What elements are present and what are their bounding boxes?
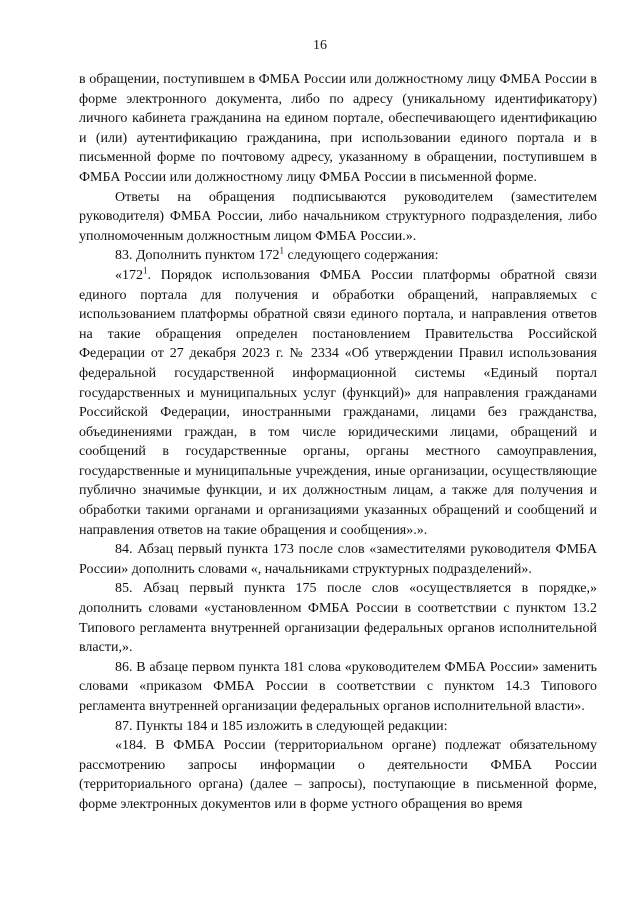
paragraph-responses-signing: Ответы на обращения подписываются руководителем (заместителем руководителя) ФМБА России, либо начальником структурного подразделения, либо уполномоченным должностным лицом ФМБА России.». (79, 189, 597, 244)
item-83-text-end: следующего содержания: (283, 248, 439, 264)
paragraph-item-172-1 (79, 266, 597, 540)
page-number: 16 (313, 38, 327, 53)
paragraph-item-83 (79, 246, 597, 266)
item-83-text: 83. Дополнить пунктом 172 (115, 248, 280, 264)
item-172-1-text: «172 (115, 267, 143, 283)
paragraph-item-84: 84. Абзац первый пункта 173 после слов «заместителями руководителя ФМБА России» дополнить словами «, начальниками структурных подразделений». (79, 542, 597, 577)
paragraph-item-87: 87. Пункты 184 и 185 изложить в следующей редакции: (115, 718, 448, 734)
paragraph-item-85: 85. Абзац первый пункта 175 после слов «осуществляется в порядке,» дополнить словами «установленном ФМБА России в соответствии с пунктом 13.2 Типового регламента внутренней организации федеральных органов исполнительной власти,». (79, 581, 597, 656)
item-172-1-text-body: . Порядок использования ФМБА России платформы обратной связи единого портала для получения и обработки обращений, направляемых с использованием платформы обратной связи единого портала, и направления ответов на такие обращения определен постановлением Правительства Российской Федерации от 27 декабря 2023 г. № 2334 «Об утверждении Правил использования федеральной государственной информационной системы «Единый портал государственных и муниципальных услуг (функций)» для направления гражданами Российской Федерации, иностранными гражданами, лицами без гражданства, объединениями граждан, в том числе юридическими лицами, обращений и сообщений в государственные органы, органы местного самоуправления, государственные и муниципальные учреждения, иные организации, осуществляющие публично значимые функции, и их должностным лицам, а также для получения и обработки такими органами и организациями указанных обращений и сообщений и направления ответов на такие обращения и сообщения».». (79, 267, 597, 538)
item-83-superscript: 1 (279, 245, 284, 256)
item-172-1-superscript: 1 (143, 265, 148, 276)
paragraph-item-86: 86. В абзаце первом пункта 181 слова «руководителем ФМБА России» заменить словами «приказом ФМБА России в соответствии с пунктом 14.3 Типового регламента внутренней организации федеральных органов исполнительной власти». (79, 659, 597, 714)
document-body (79, 70, 597, 815)
paragraph-item-184: «184. В ФМБА России (территориальном органе) подлежат обязательному рассмотрению запросы информации о деятельности ФМБА России (территориального органа) (далее – запросы), поступающие в письменной форме, форме электронных документов или в форме устного обращения во время (79, 738, 597, 812)
paragraph-continuation: в обращении, поступившем в ФМБА России или должностному лицу ФМБА России в форме электронного документа, либо по адресу (уникальному идентификатору) личного кабинета гражданина на едином портале, обеспечивающего идентификацию и (или) аутентификацию гражданина, при использовании единого портала и в письменной форме по почтовому адресу, указанному в обращении, поступившем в ФМБА России или должностному лицу ФМБА России в письменной форме. (79, 72, 597, 185)
